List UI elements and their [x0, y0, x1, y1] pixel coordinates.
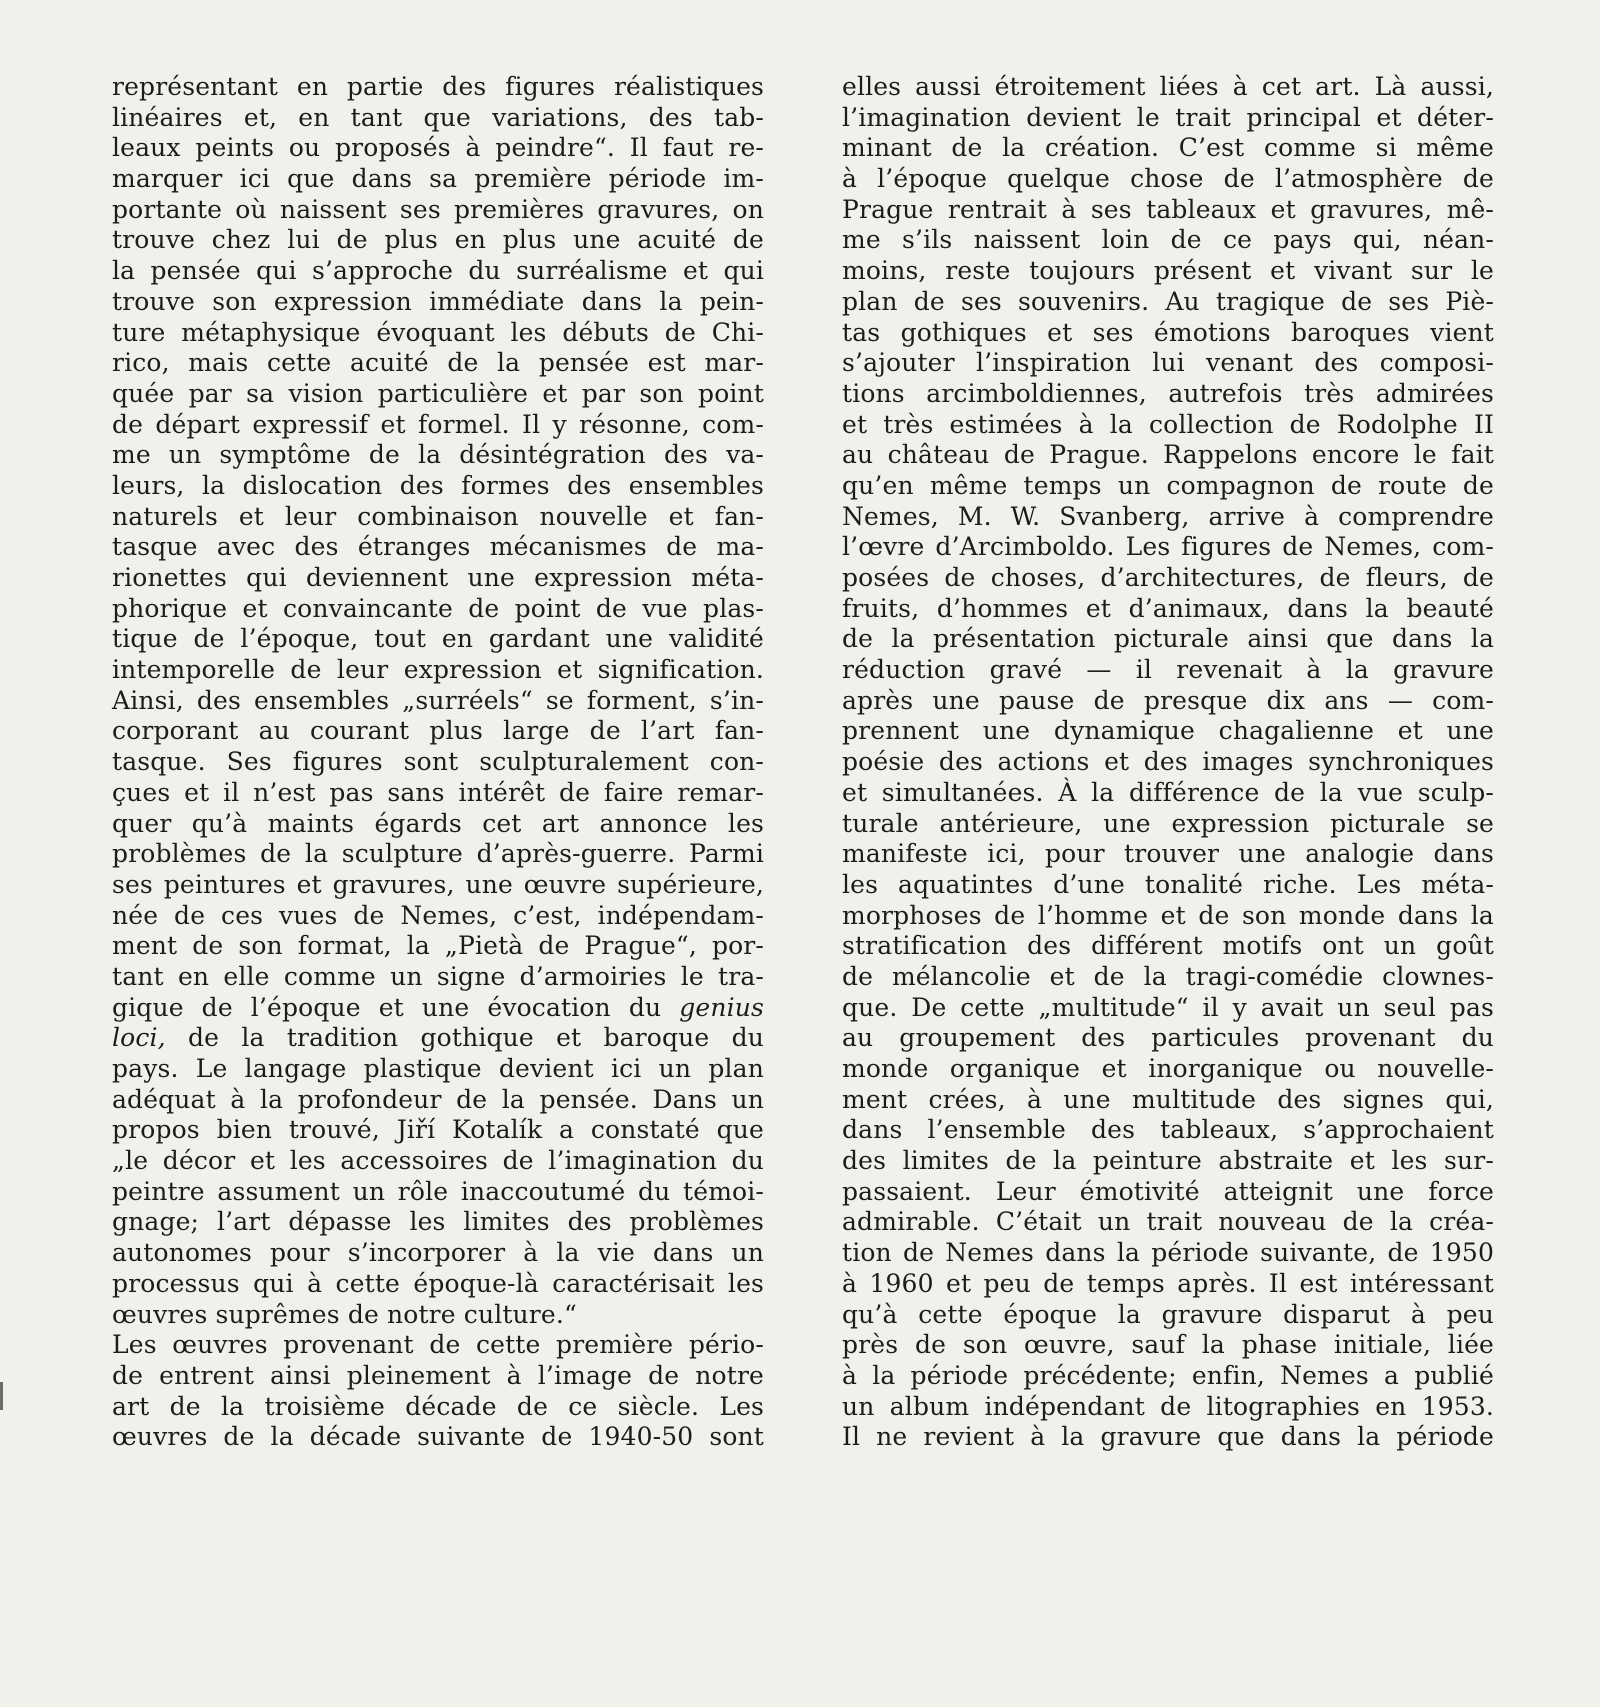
text-line: dans l’ensemble des tableaux, s’approchaient — [842, 1115, 1494, 1145]
text-line: de mélancolie et de la tragi-comédie clownes- — [842, 961, 1494, 991]
text-line: turale antérieure, une expression picturale se — [842, 808, 1494, 838]
text-line: et très estimées à la collection de Rodolphe II — [842, 409, 1494, 439]
text-line: au château de Prague. Rappelons encore le fait — [842, 440, 1494, 470]
text-line: ture métaphysique évoquant les débuts de Chi- — [112, 317, 764, 347]
text-line: adéquat à la profondeur de la pensée. Dans un — [112, 1084, 764, 1114]
text-line: tion de Nemes dans la période suivante, de 1950 — [842, 1238, 1494, 1268]
text-line: moins, reste toujours présent et vivant sur le — [842, 256, 1494, 286]
text-line: Ainsi, des ensembles „surréels“ se forment, s’in- — [112, 685, 764, 715]
text-line: rionettes qui deviennent une expression méta- — [112, 563, 764, 592]
text-line: réduction gravé — il revenait à la gravure — [842, 655, 1494, 685]
text-line: peintre assument un rôle inaccoutumé du témoi- — [112, 1176, 764, 1206]
italic-term: genius — [679, 992, 764, 1022]
text-line: quer qu’à maints égards cet art annonce les — [112, 808, 764, 838]
text-line: quée par sa vision particulière et par son point — [112, 378, 764, 408]
text-line: plan de ses souvenirs. Au tragique de ses Piè- — [842, 286, 1494, 316]
text-line: tasque. Ses figures sont sculpturalement con- — [112, 747, 764, 777]
text-line: monde organique et inorganique ou nouvelle- — [842, 1054, 1494, 1083]
text-line: ses peintures et gravures, une œuvre supérieure, — [112, 869, 764, 899]
text-line: posées de choses, d’architectures, de fleurs, de — [842, 563, 1494, 592]
text-line: que. De cette „multitude“ il y avait un seul pas — [842, 992, 1494, 1022]
text-line: admirable. C’était un trait nouveau de la créa- — [842, 1207, 1494, 1237]
text-line: naturels et leur combinaison nouvelle et fan- — [112, 501, 764, 531]
text-line: trouve chez lui de plus en plus une acuité de — [112, 225, 764, 255]
text-line: Nemes, M. W. Svanberg, arrive à comprendre — [842, 501, 1494, 531]
text-line: à la période précédente; enfin, Nemes a publié — [842, 1360, 1494, 1390]
text-line: propos bien trouvé, Jiří Kotalík a constaté que — [112, 1115, 764, 1145]
text-line: l’imagination devient le trait principal et déter- — [842, 102, 1494, 132]
text-line: manifeste ici, pour trouver une analogie dans — [842, 839, 1494, 869]
text-line: trouve son expression immédiate dans la pein- — [112, 286, 764, 316]
text-line: portante où naissent ses premières gravures, on — [112, 194, 764, 224]
text-line: Prague rentrait à ses tableaux et gravures, mê- — [842, 194, 1494, 224]
text-line: pays. Le langage plastique devient ici un plan — [112, 1054, 764, 1083]
text-line: poésie des actions et des images synchroniques — [842, 747, 1494, 777]
text-line: tant en elle comme un signe d’armoiries le tra- — [112, 961, 764, 991]
text-line: processus qui à cette époque-là caractérisait les — [112, 1268, 764, 1298]
text-line: morphoses de l’homme et de son monde dans la — [842, 900, 1494, 930]
text-line: tas gothiques et ses émotions baroques vient — [842, 317, 1494, 347]
text-line: „le décor et les accessoires de l’imagination du — [112, 1146, 764, 1176]
text-segment: de la tradition gothique et baroque du — [165, 1023, 764, 1053]
text-line: de départ expressif et formel. Il y résonne, com- — [112, 409, 764, 439]
text-line: des limites de la peinture abstraite et les sur- — [842, 1146, 1494, 1176]
text-line: gnage; l’art dépasse les limites des problèmes — [112, 1207, 764, 1237]
text-line: stratification des différent motifs ont un goût — [842, 931, 1494, 961]
text-line: marquer ici que dans sa première période im- — [112, 164, 764, 194]
text-line: et simultanées. À la différence de la vue sculp- — [842, 777, 1494, 807]
text-line: représentant en partie des figures réalistiques — [112, 72, 764, 101]
text-line: après une pause de presque dix ans — com- — [842, 685, 1494, 715]
scan-edge-mark — [0, 1382, 3, 1410]
text-line: passaient. Leur émotivité atteignit une force — [842, 1176, 1494, 1206]
text-line: de entrent ainsi pleinement à l’image de notre — [112, 1360, 764, 1390]
right-text-column — [842, 72, 1494, 1453]
text-line: de la présentation picturale ainsi que dans la — [842, 624, 1494, 654]
text-line: me s’ils naissent loin de ce pays qui, néan- — [842, 225, 1494, 255]
text-line: tique de l’époque, tout en gardant une validité — [112, 624, 764, 654]
text-line: un album indépendant de litographies en 1953. — [842, 1391, 1494, 1421]
text-line: art de la troisième décade de ce siècle. Les — [112, 1391, 764, 1421]
text-line: problèmes de la sculpture d’après-guerre. Parmi — [112, 839, 764, 869]
text-line: œuvres de la décade suivante de 1940-50 sont — [112, 1422, 764, 1452]
text-line: née de ces vues de Nemes, c’est, indépendam- — [112, 900, 764, 930]
text-line: fruits, d’hommes et d’animaux, dans la beauté — [842, 593, 1494, 623]
text-line — [112, 993, 764, 1024]
text-line: ment crées, à une multitude des signes qui, — [842, 1084, 1494, 1114]
text-line: les aquatintes d’une tonalité riche. Les méta- — [842, 869, 1494, 899]
text-line: prennent une dynamique chagalienne et une — [842, 716, 1494, 746]
text-line: tasque avec des étranges mécanismes de ma- — [112, 532, 764, 562]
text-line: à l’époque quelque chose de l’atmosphère de — [842, 164, 1494, 194]
text-line: elles aussi étroitement liées à cet art. Là aussi, — [842, 72, 1494, 101]
text-line: intemporelle de leur expression et signification. — [112, 655, 764, 685]
text-line: qu’en même temps un compagnon de route de — [842, 470, 1494, 500]
text-line: au groupement des particules provenant du — [842, 1023, 1494, 1053]
text-line: l’œvre d’Arcimboldo. Les figures de Nemes, com- — [842, 532, 1494, 562]
text-line: corporant au courant plus large de l’art fan- — [112, 716, 764, 746]
italic-term: loci, — [112, 1023, 166, 1053]
text-line: çues et il n’est pas sans intérêt de faire remar- — [112, 777, 764, 807]
text-line: phorique et convaincante de point de vue plas- — [112, 593, 764, 623]
text-line: leurs, la dislocation des formes des ensembles — [112, 470, 764, 500]
text-line: qu’à cette époque la gravure disparut à peu — [842, 1299, 1494, 1329]
text-line: Les œuvres provenant de cette première pério- — [112, 1330, 764, 1360]
left-text-column — [112, 72, 764, 1453]
text-line: autonomes pour s’incorporer à la vie dans un — [112, 1238, 764, 1268]
text-line: à 1960 et peu de temps après. Il est intéressant — [842, 1268, 1494, 1298]
text-line: minant de la création. C’est comme si même — [842, 133, 1494, 163]
text-line: s’ajouter l’inspiration lui venant des composi- — [842, 348, 1494, 378]
text-line: près de son œuvre, sauf la phase initiale, liée — [842, 1330, 1494, 1360]
text-line: ment de son format, la „Pietà de Prague“, por- — [112, 931, 764, 961]
text-segment: gique de l’époque et une évocation du — [112, 992, 680, 1022]
text-line — [112, 1023, 764, 1054]
text-line: rico, mais cette acuité de la pensée est mar- — [112, 348, 764, 378]
text-line: tions arcimboldiennes, autrefois très admirées — [842, 378, 1494, 408]
text-line: me un symptôme de la désintégration des va- — [112, 440, 764, 470]
text-line: Il ne revient à la gravure que dans la période — [842, 1422, 1494, 1452]
text-line: œuvres suprêmes de notre culture.“ — [112, 1299, 577, 1329]
text-line: la pensée qui s’approche du surréalisme et qui — [112, 256, 764, 286]
text-line: leaux peints ou proposés à peindre“. Il faut re- — [112, 133, 764, 163]
text-line: linéaires et, en tant que variations, des tab- — [112, 102, 764, 132]
